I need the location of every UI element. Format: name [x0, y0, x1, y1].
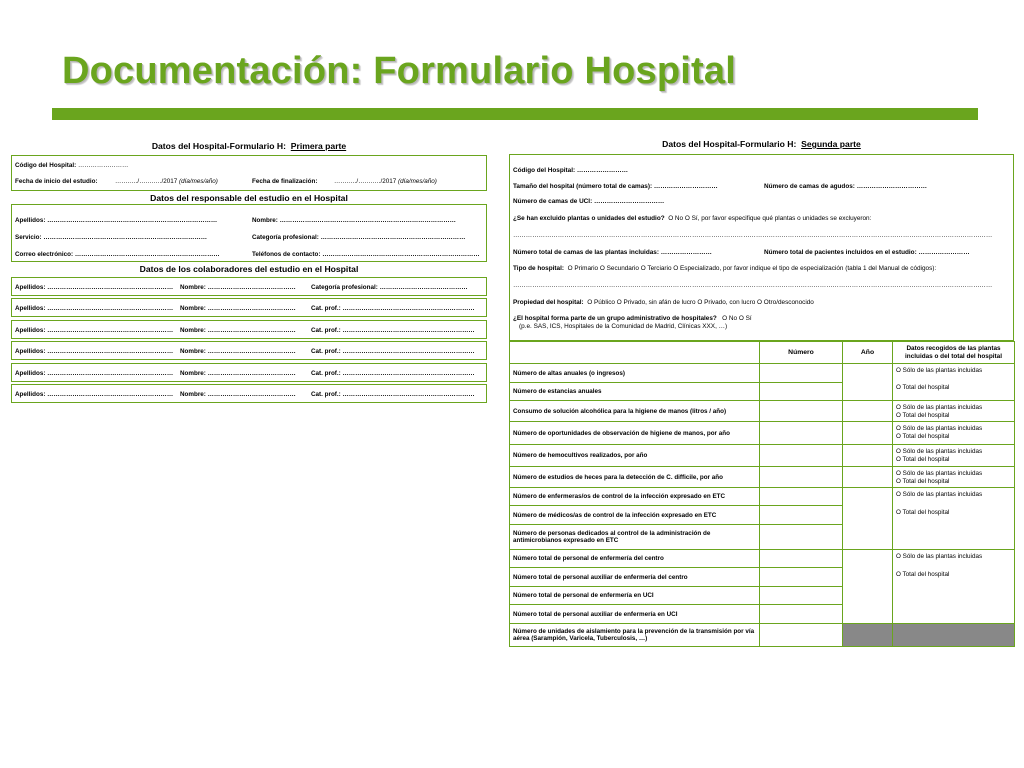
row-label: Número de hemocultivos realizados, por año: [510, 445, 760, 467]
form-title-part: Primera parte: [290, 141, 347, 151]
form-title-prefix: Datos del Hospital-Formulario H:: [151, 141, 286, 151]
excluido-dotted-input[interactable]: ………………………………………………………………………………………………………………………………………………………………………………………………………: [513, 232, 993, 239]
table-row: [510, 364, 1015, 383]
colaborador-nombre-field[interactable]: Nombre: ……………………………………: [180, 369, 296, 377]
row-label: Número de altas anuales (o ingresos): [510, 364, 760, 383]
form-title-part: Segunda parte: [801, 139, 861, 149]
colaborador-categoria-field[interactable]: Cat. prof.: ………………………………………………………: [311, 369, 475, 377]
opt-plantas[interactable]: O Sólo de las plantas incluidas: [896, 425, 983, 432]
ano-cell[interactable]: [843, 488, 893, 550]
numero-cell[interactable]: [760, 550, 843, 568]
numero-cell[interactable]: [760, 445, 843, 467]
fecha-fin-label: Fecha de finalización:: [252, 178, 318, 185]
form-primera-parte: [11, 140, 487, 405]
grupo-radio-options[interactable]: O No O Sí: [722, 315, 752, 322]
datos-options-cell[interactable]: [893, 467, 1015, 488]
ano-cell-disabled: [843, 624, 893, 647]
row-label: Número total de personal auxiliar de enfermería en UCI: [510, 605, 760, 624]
especializacion-dotted-input[interactable]: ………………………………………………………………………………………………………………………………………………………………………………………………………: [513, 282, 993, 289]
form-title-prefix: Datos del Hospital-Formulario H:: [662, 139, 797, 149]
numero-cell[interactable]: [760, 506, 843, 525]
datos-options-cell[interactable]: [893, 422, 1015, 445]
fecha-inicio-label: Fecha de inicio del estudio:: [15, 178, 98, 185]
colaborador-nombre-field[interactable]: Nombre: ……………………………………: [180, 326, 296, 334]
opt-total[interactable]: O Total del hospital: [896, 571, 950, 578]
responsable-servicio-field[interactable]: Servicio: ……………………………………………………………………: [15, 234, 208, 241]
responsable-nombre-field[interactable]: Nombre: …………………………………………………………………………: [252, 217, 456, 224]
form-h-part1-title: [11, 140, 487, 152]
colaborador-nombre-field[interactable]: Nombre: ……………………………………: [180, 348, 296, 356]
opt-plantas[interactable]: O Sólo de las plantas incluidas: [896, 404, 983, 411]
fecha-fin-input[interactable]: ……..…/……..…/2017: [334, 178, 397, 185]
form-h-part2-title: [509, 138, 1014, 150]
datos-cell-disabled: [893, 624, 1015, 647]
row-label: Número de unidades de aislamiento para la prevención de la transmisión por vía aérea (Sarampión, Varicela, Tuberculosis, …): [510, 624, 760, 647]
ano-cell[interactable]: [843, 422, 893, 445]
opt-plantas[interactable]: O Sólo de las plantas incluidas: [896, 491, 983, 498]
colaborador-apellidos-field[interactable]: Apellidos: ……………………………………………………: [15, 369, 174, 377]
tipo-hospital-label: Tipo de hospital:: [513, 265, 565, 272]
colaborador-row: [11, 384, 487, 403]
hospital-box: [11, 155, 487, 191]
excluido-radio-options[interactable]: O No O Sí, por favor especifique qué plantas o unidades se excluyeron:: [668, 215, 872, 222]
opt-plantas[interactable]: O Sólo de las plantas incluidas: [896, 367, 983, 374]
ano-cell[interactable]: [843, 550, 893, 624]
hospital-general-box: [509, 154, 1014, 341]
camas-agudos-field[interactable]: Número de camas de agudos: ……………………………: [764, 183, 927, 190]
colaborador-categoria-field[interactable]: Cat. prof.: ………………………………………………………: [311, 348, 475, 356]
colaborador-apellidos-field[interactable]: Apellidos: ……………………………………………………: [15, 305, 174, 313]
numero-cell[interactable]: [760, 587, 843, 605]
table-header-row: [510, 342, 1015, 364]
grupo-hint: (p.e. SAS, ICS, Hospitales de la Comunidad de Madrid, Clínicas XXX, …): [519, 323, 728, 330]
excluido-question: ¿Se han excluido plantas o unidades del estudio?: [513, 215, 665, 222]
codigo-input[interactable]: ……………………: [77, 162, 129, 169]
numero-cell[interactable]: [760, 422, 843, 445]
opt-plantas[interactable]: O Sólo de las plantas incluidas: [896, 448, 983, 455]
responsable-telefonos-field[interactable]: Teléfonos de contacto: …………………………………………………………………: [252, 251, 480, 258]
colaborador-apellidos-field[interactable]: Apellidos: ……………………………………………………: [15, 284, 174, 291]
slide-title: Documentación: Formulario Hospital: [62, 50, 736, 92]
propiedad-radio-options[interactable]: O Público O Privado, sin afán de lucro O Privado, con lucro O Otro/desconocido: [587, 299, 814, 306]
datos-options-cell[interactable]: [893, 364, 1015, 401]
colaborador-categoria-field[interactable]: Cat. prof.: ………………………………………………………: [311, 305, 475, 313]
responsable-categoria-field[interactable]: Categoría profesional: ……………………………………………………………: [252, 234, 466, 241]
numero-cell[interactable]: [760, 605, 843, 624]
numero-cell[interactable]: [760, 488, 843, 506]
ano-cell[interactable]: [843, 445, 893, 467]
numero-cell[interactable]: [760, 401, 843, 422]
opt-total[interactable]: O Total del hospital: [896, 509, 950, 516]
colaboradores-list: [11, 277, 487, 403]
responsable-correo-field[interactable]: Correo electrónico: ……………………………………………………………: [15, 251, 220, 258]
table-row: [510, 550, 1015, 568]
colaborador-row: [11, 363, 487, 382]
numero-cell[interactable]: [760, 467, 843, 488]
colaborador-categoria-field[interactable]: Cat. prof.: ………………………………………………………: [311, 326, 475, 334]
row-label: Número de estudios de heces para la detección de C. difficile, por año: [510, 467, 760, 488]
colaborador-apellidos-field[interactable]: Apellidos: ……………………………………………………: [15, 390, 174, 398]
table-row: [510, 422, 1015, 445]
header-blank: [510, 342, 760, 364]
colaborador-row: [11, 320, 487, 339]
numero-cell[interactable]: [760, 383, 843, 401]
datos-options-cell[interactable]: [893, 401, 1015, 422]
colaborador-categoria-field[interactable]: Categoría profesional: ……………………………………: [311, 284, 468, 291]
opt-total[interactable]: O Total del hospital: [896, 478, 950, 485]
camas-uci-field[interactable]: Número de camas de UCI: ……………………………: [513, 198, 665, 205]
datos-options-cell[interactable]: [893, 488, 1015, 550]
colaborador-nombre-field[interactable]: Nombre: ……………………………………: [180, 284, 296, 291]
row-label: Número de médicos/as de control de la infección expresado en ETC: [510, 506, 760, 525]
fecha-fin-hint: (día/mes/año): [398, 178, 437, 185]
colaborador-nombre-field[interactable]: Nombre: ……………………………………: [180, 305, 296, 313]
propiedad-label: Propiedad del hospital:: [513, 299, 584, 306]
numero-cell[interactable]: [760, 364, 843, 383]
colaborador-apellidos-field[interactable]: Apellidos: ……………………………………………………: [15, 326, 174, 334]
grupo-question: ¿El hospital forma parte de un grupo administrativo de hospitales?: [513, 315, 717, 322]
colaborador-categoria-field[interactable]: Cat. prof.: ………………………………………………………: [311, 390, 475, 398]
numero-cell[interactable]: [760, 525, 843, 550]
colaborador-row: [11, 341, 487, 360]
form-segunda-parte: [509, 138, 1014, 647]
colaborador-nombre-field[interactable]: Nombre: ……………………………………: [180, 390, 296, 398]
numero-cell[interactable]: [760, 624, 843, 647]
header-numero: Número: [760, 342, 843, 364]
header-ano: Año: [843, 342, 893, 364]
opt-plantas[interactable]: O Sólo de las plantas incluidas: [896, 553, 983, 560]
table-row: [510, 401, 1015, 422]
numero-cell[interactable]: [760, 568, 843, 587]
opt-total[interactable]: O Total del hospital: [896, 384, 950, 391]
responsable-title: Datos del responsable del estudio en el Hospital: [150, 193, 348, 203]
colaborador-row: [11, 277, 487, 296]
row-label: Número de estancias anuales: [510, 383, 760, 401]
datos-options-cell[interactable]: [893, 550, 1015, 624]
title-underline-bar: [52, 108, 978, 120]
datos-options-cell[interactable]: [893, 445, 1015, 467]
camas-plantas-field[interactable]: Número total de camas de las plantas incluidas: ……………………: [513, 249, 712, 256]
opt-total[interactable]: O Total del hospital: [896, 433, 950, 440]
responsable-box: [11, 204, 487, 262]
fecha-inicio-input[interactable]: ……..…/……..…/2017: [115, 178, 178, 185]
row-label: Número de enfermeras/os de control de la infección expresado en ETC: [510, 488, 760, 506]
table-row: [510, 467, 1015, 488]
row-label: Número de personas dedicados al control de la administración de antimicrobianos expresado en ETC: [510, 525, 760, 550]
tipo-hospital-radio-options[interactable]: O Primario O Secundario O Terciario O Especializado, por favor indique el tipo de especialización (tabla 1 del Manual de códigos):: [567, 265, 937, 272]
fecha-inicio-hint: (día/mes/año): [179, 178, 218, 185]
row-label: Consumo de solución alcohólica para la higiene de manos (litros / año): [510, 401, 760, 422]
header-datos-recogidos: Datos recogidos de las plantas incluidas o del total del hospital: [893, 342, 1015, 364]
responsable-apellidos-field[interactable]: Apellidos: ………………………………………………………………………: [15, 217, 218, 224]
row-label: Número de oportunidades de observación de higiene de manos, por año: [510, 422, 760, 445]
pacientes-incluidos-field[interactable]: Número total de pacientes incluidos en el estudio: ……………………: [764, 249, 970, 256]
opt-total[interactable]: O Total del hospital: [896, 456, 950, 463]
table-row: [510, 445, 1015, 467]
codigo-hospital-field[interactable]: Código del Hospital: ……………………: [513, 167, 629, 174]
opt-total[interactable]: O Total del hospital: [896, 412, 950, 419]
indicadores-table: [509, 341, 1015, 647]
colaborador-row: [11, 298, 487, 317]
ano-cell[interactable]: [843, 401, 893, 422]
table-row: [510, 624, 1015, 647]
codigo-label: Código del Hospital:: [15, 162, 77, 169]
row-label: Número total de personal auxiliar de enfermería del centro: [510, 568, 760, 587]
tamano-hospital-field[interactable]: Tamaño del hospital (número total de camas): …………………………: [513, 183, 718, 190]
row-label: Número total de personal de enfermería del centro: [510, 550, 760, 568]
ano-cell[interactable]: [843, 467, 893, 488]
ano-cell[interactable]: [843, 364, 893, 401]
table-row: [510, 488, 1015, 506]
opt-plantas[interactable]: O Sólo de las plantas incluidas: [896, 470, 983, 477]
colaborador-apellidos-field[interactable]: Apellidos: ……………………………………………………: [15, 348, 174, 356]
colaboradores-title: Datos de los colaboradores del estudio en el Hospital: [139, 264, 359, 274]
row-label: Número total de personal de enfermería en UCI: [510, 587, 760, 605]
